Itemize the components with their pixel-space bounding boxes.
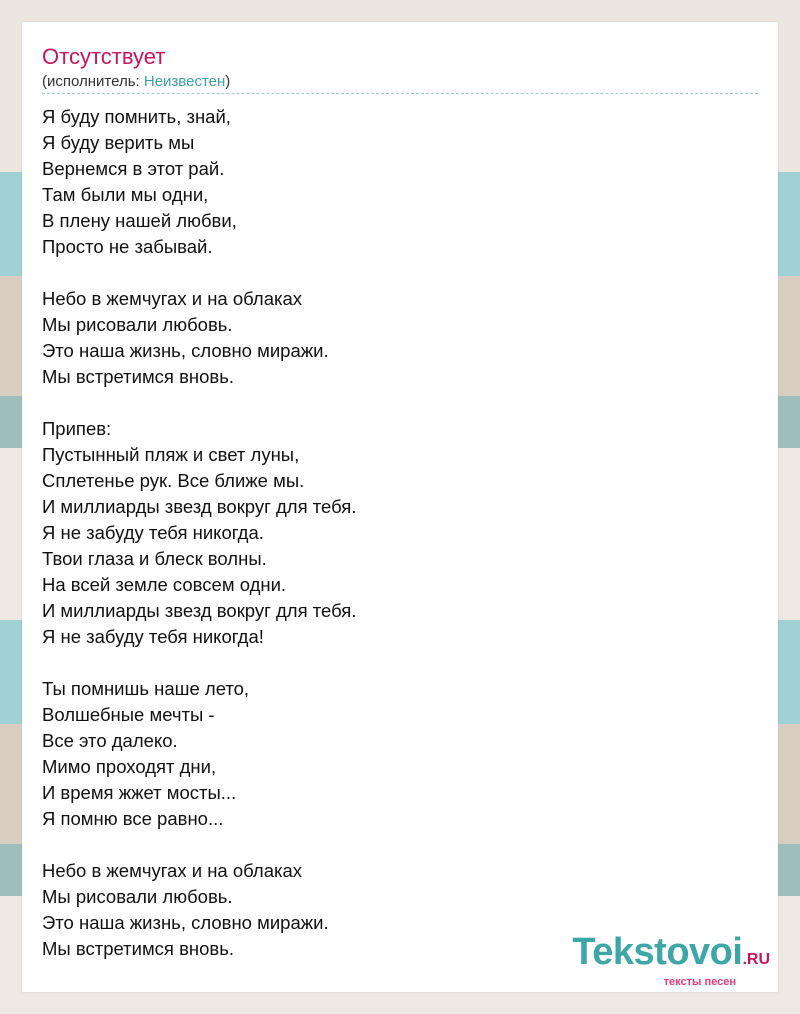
- lyrics-line: Там были мы одни,: [42, 184, 209, 205]
- lyrics-line: И время жжет мосты...: [42, 782, 237, 803]
- lyrics-line: Мы рисовали любовь.: [42, 314, 233, 335]
- lyrics-line: Небо в жемчугах и на облаках: [42, 288, 303, 309]
- lyrics-line: И миллиарды звезд вокруг для тебя.: [42, 496, 357, 517]
- logo-domain: .RU: [742, 951, 770, 968]
- artist-suffix: ): [225, 73, 231, 90]
- lyrics-blank-line: [42, 832, 356, 858]
- lyrics-blank-line: [42, 260, 356, 286]
- lyrics-line: Я помню все равно...: [42, 808, 224, 829]
- artist-link[interactable]: Неизвестен: [143, 73, 226, 90]
- lyrics-line: Вернемся в этот рай.: [42, 158, 225, 179]
- lyrics-line: Это наша жизнь, словно миражи.: [42, 912, 329, 933]
- lyrics-line: На всей земле совсем одни.: [42, 574, 287, 595]
- lyrics-line: Твои глаза и блеск волны.: [42, 548, 267, 569]
- lyrics-line: Я буду верить мы: [42, 132, 195, 153]
- lyrics-blank-line: [42, 390, 356, 416]
- lyrics-line: Мы встретимся вновь.: [42, 366, 235, 387]
- title-divider: [42, 93, 758, 94]
- lyrics-line: Сплетенье рук. Все ближе мы.: [42, 470, 305, 491]
- site-logo[interactable]: [572, 931, 770, 988]
- song-title: Отсутствует: [42, 44, 166, 69]
- lyrics-blank-line: [42, 650, 356, 676]
- lyrics-line: Это наша жизнь, словно миражи.: [42, 340, 329, 361]
- lyrics-line: Пустынный пляж и свет луны,: [42, 444, 300, 465]
- lyrics-line: Я буду помнить, знай,: [42, 106, 231, 127]
- artist-prefix: (исполнитель:: [42, 73, 144, 90]
- logo-name: Tekstovoi: [572, 931, 743, 973]
- lyrics-line: Мимо проходят дни,: [42, 756, 217, 777]
- lyrics-text: [42, 104, 356, 962]
- lyrics-line: Припев:: [42, 418, 112, 439]
- logo-tagline: тексты песен: [663, 976, 736, 988]
- lyrics-line: Я не забуду тебя никогда!: [42, 626, 264, 647]
- lyrics-line: Просто не забывай.: [42, 236, 213, 257]
- lyrics-line: В плену нашей любви,: [42, 210, 237, 231]
- lyrics-line: Все это далеко.: [42, 730, 178, 751]
- lyrics-line: Волшебные мечты -: [42, 704, 215, 725]
- lyrics-line: И миллиарды звезд вокруг для тебя.: [42, 600, 357, 621]
- lyrics-line: Небо в жемчугах и на облаках: [42, 860, 303, 881]
- lyrics-line: Мы встретимся вновь.: [42, 938, 235, 959]
- lyrics-line: Ты помнишь наше лето,: [42, 678, 250, 699]
- lyrics-line: Мы рисовали любовь.: [42, 886, 233, 907]
- artist-line: [42, 73, 230, 91]
- lyrics-line: Я не забуду тебя никогда.: [42, 522, 264, 543]
- logo-wordmark: [572, 931, 770, 978]
- lyrics-card: [22, 22, 778, 992]
